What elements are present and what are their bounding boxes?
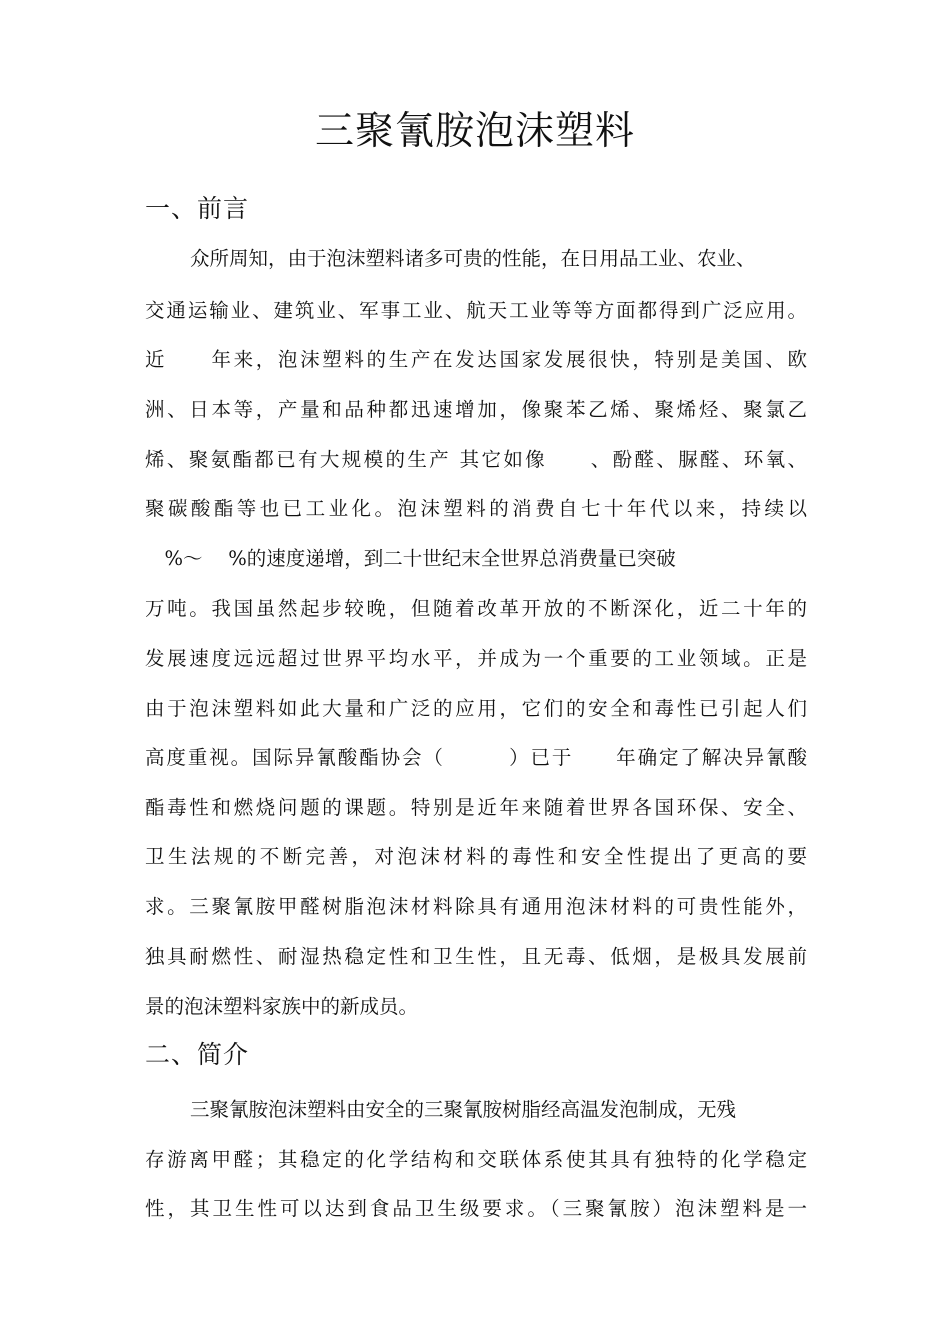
- paragraph-line: 存游离甲醛；其稳定的化学结构和交联体系使其具有独特的化学稳定: [145, 1148, 807, 1171]
- paragraph-line: 卫生法规的不断完善，对泡沫材料的毒性和安全性提出了更高的要: [145, 845, 807, 868]
- paragraph-line: 独具耐燃性、耐湿热稳定性和卫生性，且无毒、低烟，是极具发展前: [145, 945, 807, 968]
- paragraph-line: 高度重视。国际异氰酸酯协会（ ）已于 年确定了解决异氰酸: [145, 746, 807, 769]
- paragraph-line: 近 年来，泡沫塑料的生产在发达国家发展很快，特别是美国、欧: [145, 348, 807, 371]
- paragraph-line: 万吨。我国虽然起步较晚，但随着改革开放的不断深化，近二十年的: [145, 597, 807, 620]
- paragraph-line: 由于泡沫塑料如此大量和广泛的应用，它们的安全和毒性已引起人们: [145, 697, 807, 720]
- paragraph-line: 求。三聚氰胺甲醛树脂泡沫材料除具有通用泡沫材料的可贵性能外，: [145, 895, 807, 918]
- paragraph-line: 聚碳酸酯等也已工业化。泡沫塑料的消费自七十年代以来，持续以: [145, 497, 807, 520]
- paragraph-line: 性，其卫生性可以达到食品卫生级要求。（三聚氰胺）泡沫塑料是一: [145, 1197, 807, 1220]
- document-title: 三聚氰胺泡沫塑料: [314, 109, 635, 154]
- paragraph-line: 洲、日本等，产量和品种都迅速增加，像聚苯乙烯、聚烯烃、聚氯乙: [145, 398, 807, 421]
- section-heading-intro: 二、简介: [145, 1040, 250, 1069]
- paragraph-line: 烯、聚氨酯都已有大规模的生产 其它如像 、酚醛、脲醛、环氧、: [145, 448, 807, 471]
- paragraph-line: %～ %的速度递增，到二十世纪末全世界总消费量已突破: [145, 547, 676, 570]
- paragraph-line: 景的泡沫塑料家族中的新成员。: [145, 995, 419, 1018]
- paragraph-line: 发展速度远远超过世界平均水平，并成为一个重要的工业领域。正是: [145, 647, 807, 670]
- section-heading-preface: 一、前言: [145, 194, 250, 223]
- paragraph-line: 酯毒性和燃烧问题的课题。特别是近年来随着世界各国环保、安全、: [145, 796, 807, 819]
- paragraph-line: 三聚氰胺泡沫塑料由安全的三聚氰胺树脂经高温发泡制成，无残: [190, 1098, 737, 1121]
- paragraph-line: 交通运输业、建筑业、军事工业、航天工业等等方面都得到广泛应用。: [145, 299, 807, 322]
- paragraph-line: 众所周知，由于泡沫塑料诸多可贵的性能，在日用品工业、农业、: [190, 247, 756, 270]
